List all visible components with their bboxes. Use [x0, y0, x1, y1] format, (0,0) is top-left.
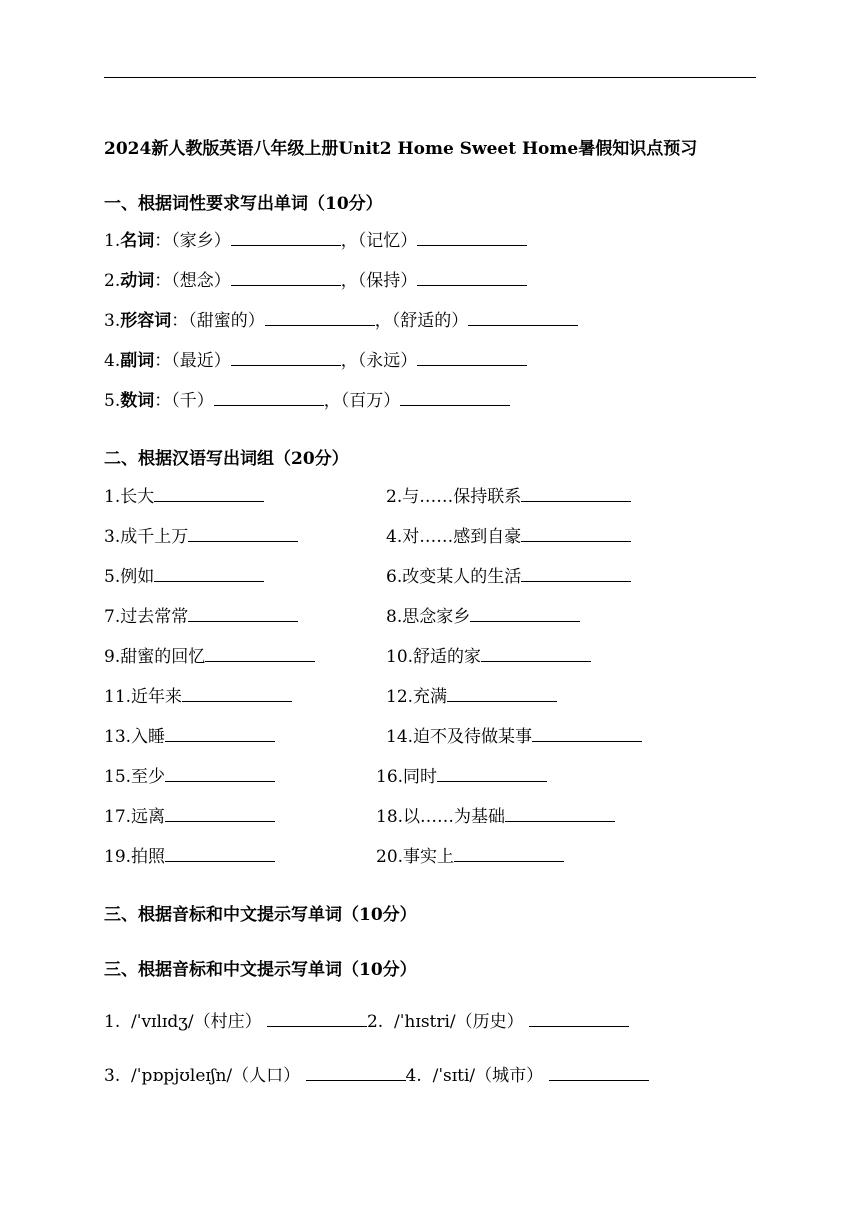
s1-item-num: 5.	[104, 391, 121, 411]
s2-item-label: 2.与……保持联系	[386, 487, 522, 507]
s3-item-num: 1.	[104, 1012, 121, 1032]
s3-item-ipa: /ˈpɒpjʊleɪʃn/	[131, 1066, 233, 1086]
s2-item-label: 20.事实上	[376, 847, 455, 867]
s1-item-2	[104, 269, 527, 292]
answer-blank[interactable]	[417, 229, 527, 246]
s1-item-num: 4.	[104, 351, 121, 371]
s1-item-colon: ：	[154, 231, 172, 251]
answer-blank[interactable]	[417, 269, 527, 286]
answer-blank[interactable]	[400, 389, 510, 406]
s2-item-label: 4.对……感到自豪	[386, 527, 522, 547]
s1-item-num: 3.	[104, 311, 121, 331]
s2-item	[104, 485, 264, 508]
s2-item	[386, 725, 642, 748]
s1-item-pos: 数词	[120, 391, 155, 411]
s3-item-num: 3.	[104, 1066, 121, 1086]
s1-item-3	[104, 309, 578, 332]
answer-blank[interactable]	[165, 725, 275, 742]
s3-item-ipa: /ˈhɪstri/	[394, 1012, 456, 1032]
s2-item	[104, 765, 275, 788]
s3-item-hint: （历史）	[455, 1012, 524, 1032]
answer-blank[interactable]	[231, 229, 341, 246]
section-3-heading: 三、根据音标和中文提示写单词（10分）	[104, 905, 417, 925]
answer-blank[interactable]	[481, 645, 591, 662]
s2-item	[386, 485, 631, 508]
answer-blank[interactable]	[521, 525, 631, 542]
s2-item-label: 1.长大	[104, 487, 155, 507]
answer-blank[interactable]	[468, 309, 578, 326]
s2-item	[376, 845, 564, 868]
s3-item-num: 2.	[366, 1012, 384, 1032]
s1-item-1	[104, 229, 527, 252]
s1-item-num: 2.	[104, 271, 121, 291]
s1-item-pos: 动词	[120, 271, 155, 291]
s3-item-ipa: /ˈsɪti/	[432, 1066, 476, 1086]
answer-blank[interactable]	[154, 565, 264, 582]
s1-item-num: 1.	[104, 231, 121, 251]
answer-blank[interactable]	[549, 1064, 649, 1081]
answer-blank[interactable]	[454, 845, 564, 862]
answer-blank[interactable]	[306, 1064, 406, 1081]
s2-item	[104, 525, 298, 548]
section-3-heading-repeat: 三、根据音标和中文提示写单词（10分）	[104, 960, 417, 980]
s2-item-label: 16.同时	[376, 767, 438, 787]
s2-item	[386, 645, 591, 668]
s3-item-num: 4.	[405, 1066, 422, 1086]
s2-item-label: 3.成千上万	[104, 527, 189, 547]
s1-item-hint-a: （最近）	[171, 351, 231, 371]
s1-item-hint-a: （甜蜜的）	[188, 311, 265, 331]
s3-item-hint: （城市）	[475, 1066, 544, 1086]
s2-item	[386, 525, 631, 548]
s2-item-label: 12.充满	[386, 687, 448, 707]
s1-item-colon: ：	[154, 351, 172, 371]
answer-blank[interactable]	[165, 845, 275, 862]
header-rule	[104, 77, 756, 78]
s1-item-sep: ，	[340, 231, 358, 251]
answer-blank[interactable]	[532, 725, 642, 742]
s1-item-hint-a: （家乡）	[171, 231, 231, 251]
s1-item-colon: ：	[154, 391, 172, 411]
answer-blank[interactable]	[231, 349, 341, 366]
s1-item-pos: 副词	[120, 351, 155, 371]
s2-item-label: 9.甜蜜的回忆	[104, 647, 206, 667]
section-1-heading: 一、根据词性要求写出单词（10分）	[104, 194, 383, 214]
s1-item-4	[104, 349, 527, 372]
s2-item-label: 11.近年来	[104, 687, 183, 707]
answer-blank[interactable]	[521, 565, 631, 582]
s2-item-label: 6.改变某人的生活	[386, 567, 522, 587]
s1-item-hint-b: （记忆）	[357, 231, 418, 251]
s1-item-pos: 名词	[120, 231, 155, 251]
s3-item-hint: （村庄）	[193, 1012, 262, 1032]
section-2-heading: 二、根据汉语写出词组（20分）	[104, 449, 349, 469]
document-title: 2024新人教版英语八年级上册Unit2 Home Sweet Home暑假知识点预习	[104, 139, 698, 159]
s1-item-hint-a: （千）	[171, 391, 214, 411]
s1-item-sep: ，	[323, 391, 341, 411]
answer-blank[interactable]	[154, 485, 264, 502]
s2-item-label: 17.远离	[104, 807, 166, 827]
s2-item	[104, 845, 275, 868]
answer-blank[interactable]	[529, 1010, 629, 1027]
answer-blank[interactable]	[447, 685, 557, 702]
s2-item	[104, 805, 275, 828]
s1-item-colon: ：	[171, 311, 189, 331]
s3-item	[104, 1064, 649, 1087]
s1-item-hint-b: （舒适的）	[391, 311, 469, 331]
s2-item	[376, 765, 547, 788]
s1-item-sep: ，	[374, 311, 392, 331]
s3-item-ipa: /ˈvɪlɪdʒ/	[131, 1012, 194, 1032]
s2-item-label: 7.过去常常	[104, 607, 189, 627]
answer-blank[interactable]	[182, 685, 292, 702]
answer-blank[interactable]	[165, 765, 275, 782]
s2-item-label: 19.拍照	[104, 847, 166, 867]
s1-item-hint-a: （想念）	[171, 271, 231, 291]
s1-item-hint-b: （永远）	[357, 351, 418, 371]
s2-item-label: 15.至少	[104, 767, 166, 787]
s2-item	[104, 565, 264, 588]
answer-blank[interactable]	[265, 309, 375, 326]
s2-item-label: 13.入睡	[104, 727, 166, 747]
answer-blank[interactable]	[470, 605, 580, 622]
s1-item-hint-b: （保持）	[357, 271, 418, 291]
s2-item	[386, 685, 557, 708]
s2-item-label: 18.以……为基础	[376, 807, 506, 827]
answer-blank[interactable]	[521, 485, 631, 502]
answer-blank[interactable]	[231, 269, 341, 286]
answer-blank[interactable]	[188, 525, 298, 542]
s2-item	[104, 605, 298, 628]
s3-item	[104, 1010, 629, 1033]
s2-item-label: 14.迫不及待做某事	[386, 727, 533, 747]
s1-item-pos: 形容词	[120, 311, 172, 331]
s1-item-colon: ：	[154, 271, 172, 291]
s1-item-hint-b: （百万）	[340, 391, 401, 411]
s2-item	[104, 685, 292, 708]
s3-item-hint: （人口）	[232, 1066, 301, 1086]
s1-item-5	[104, 389, 510, 412]
answer-blank[interactable]	[267, 1010, 367, 1027]
s2-item	[386, 565, 631, 588]
s2-item	[104, 725, 275, 748]
answer-blank[interactable]	[214, 389, 324, 406]
answer-blank[interactable]	[205, 645, 315, 662]
answer-blank[interactable]	[165, 805, 275, 822]
answer-blank[interactable]	[505, 805, 615, 822]
s2-item	[376, 805, 615, 828]
s2-item-label: 8.思念家乡	[386, 607, 471, 627]
s2-item-label: 5.例如	[104, 567, 155, 587]
s2-item-label: 10.舒适的家	[386, 647, 482, 667]
s2-item	[386, 605, 580, 628]
answer-blank[interactable]	[417, 349, 527, 366]
s2-item	[104, 645, 315, 668]
s1-item-sep: ，	[340, 271, 358, 291]
answer-blank[interactable]	[188, 605, 298, 622]
answer-blank[interactable]	[437, 765, 547, 782]
s1-item-sep: ，	[340, 351, 358, 371]
